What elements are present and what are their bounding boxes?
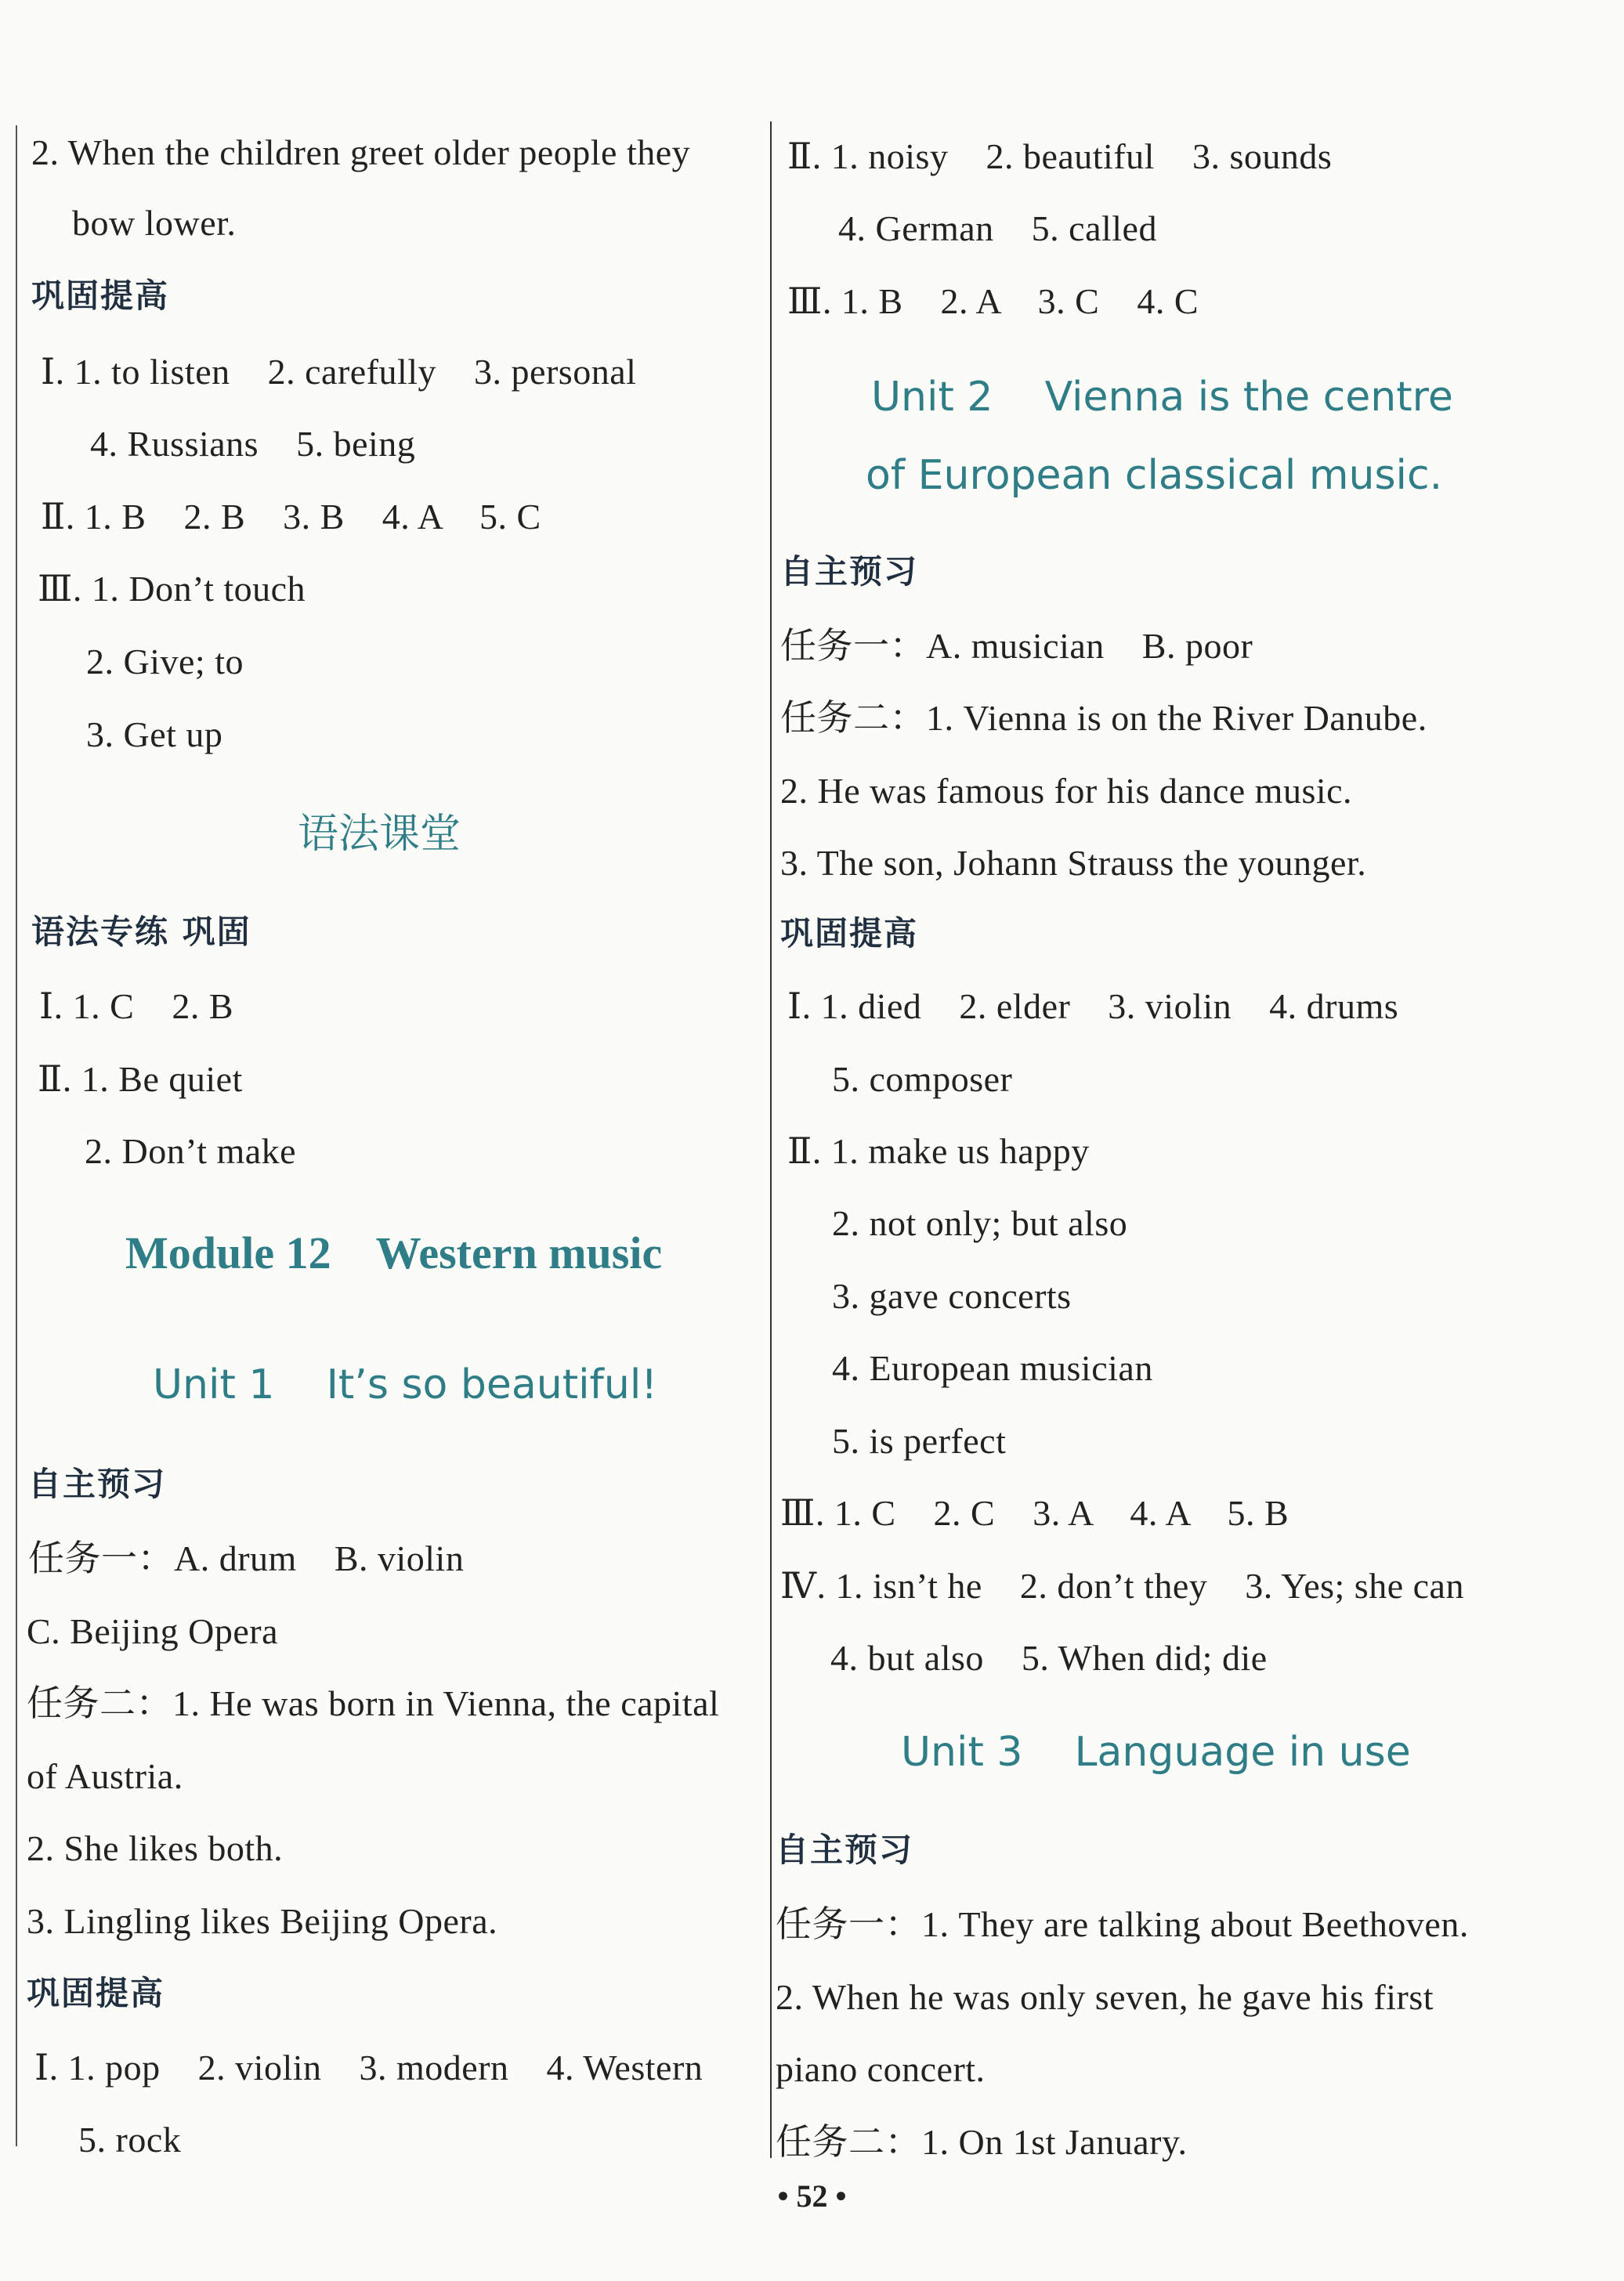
section-heading: 巩固提高 [780, 914, 919, 953]
unit-title: Unit 3 Language in use [901, 1729, 1411, 1776]
answer-line: 任务二：1. Vienna is on the River Danube. [780, 698, 1427, 738]
answer-line: 4. European musician [832, 1348, 1153, 1388]
answer-line: 3. gave concerts [832, 1276, 1072, 1316]
answer-line: 4. but also 5. When did; die [830, 1638, 1268, 1678]
answer-line: 4. Russians 5. being [90, 424, 416, 464]
answer-line: 3. Lingling likes Beijing Opera. [27, 1901, 498, 1941]
answer-line: Ⅱ. 1. B 2. B 3. B 4. A 5. C [41, 497, 541, 537]
answer-line: 5. rock [78, 2120, 182, 2160]
answer-line: Ⅳ. 1. isn’t he 2. don’t they 3. Yes; she can [780, 1566, 1464, 1606]
answer-line: 2. When the children greet older people they [31, 132, 691, 172]
left-margin-rule [16, 125, 17, 2146]
answer-line: 2. Don’t make [85, 1131, 297, 1171]
unit-title: Unit 1 It’s so beautiful! [153, 1361, 658, 1408]
answer-line: Ⅰ. 1. died 2. elder 3. violin 4. drums [787, 986, 1399, 1026]
answer-line: C. Beijing Opera [27, 1611, 278, 1651]
section-heading: 语法专练 巩固 [31, 913, 251, 951]
answer-line: 3. The son, Johann Strauss the younger. [780, 843, 1367, 883]
answer-line: Ⅲ. 1. C 2. C 3. A 4. A 5. B [780, 1493, 1289, 1533]
page-number: • 52 • [777, 2178, 847, 2214]
answer-line: Ⅰ. 1. C 2. B [39, 986, 234, 1026]
answer-line: Ⅱ. 1. make us happy [787, 1131, 1090, 1171]
answer-line: 任务一：1. They are talking about Beethoven. [776, 1904, 1469, 1944]
answer-line: 2. When he was only seven, he gave his first [776, 1977, 1434, 2017]
answer-line: 任务一：A. drum B. violin [28, 1538, 465, 1578]
answer-line: bow lower. [72, 203, 237, 243]
unit-title: Unit 2 Vienna is the centre [871, 374, 1453, 421]
answer-line: 任务一：A. musician B. poor [780, 626, 1253, 666]
answer-line: 任务二：1. On 1st January. [776, 2122, 1188, 2162]
section-heading: 巩固提高 [31, 277, 170, 315]
answer-line: Ⅰ. 1. pop 2. violin 3. modern 4. Western [34, 2048, 703, 2088]
module-title: Module 12 Western music [125, 1227, 663, 1278]
answer-line: Ⅰ. 1. to listen 2. carefully 3. personal [41, 352, 637, 392]
answer-line: Ⅲ. 1. B 2. A 3. C 4. C [787, 281, 1199, 321]
answer-line: 任务二：1. He was born in Vienna, the capital [27, 1683, 720, 1723]
answer-line: 5. is perfect [832, 1421, 1007, 1461]
answer-line: 2. Give; to [86, 642, 244, 681]
answer-line: 2. She likes both. [27, 1828, 284, 1868]
section-heading: 自主预习 [776, 1831, 914, 1869]
answer-line: Ⅱ. 1. Be quiet [38, 1059, 243, 1099]
answer-line: 2. not only; but also [832, 1203, 1128, 1243]
section-heading: 自主预习 [28, 1465, 167, 1503]
section-heading: 自主预习 [780, 552, 919, 591]
unit-title: of European classical music. [866, 452, 1443, 499]
section-heading: 巩固提高 [27, 1974, 165, 2012]
answer-line: 4. German 5. called [838, 208, 1157, 248]
answer-line: piano concert. [776, 2049, 986, 2089]
answer-line: 3. Get up [86, 714, 223, 754]
answer-line: Ⅱ. 1. noisy 2. beautiful 3. sounds [787, 136, 1333, 176]
answer-line: Ⅲ. 1. Don’t touch [38, 569, 306, 609]
column-divider [770, 121, 772, 2158]
grammar-class-title: 语法课堂 [298, 811, 461, 858]
answer-line: of Austria. [27, 1756, 183, 1796]
answer-line: 2. He was famous for his dance music. [780, 771, 1353, 811]
answer-line: 5. composer [832, 1059, 1013, 1099]
